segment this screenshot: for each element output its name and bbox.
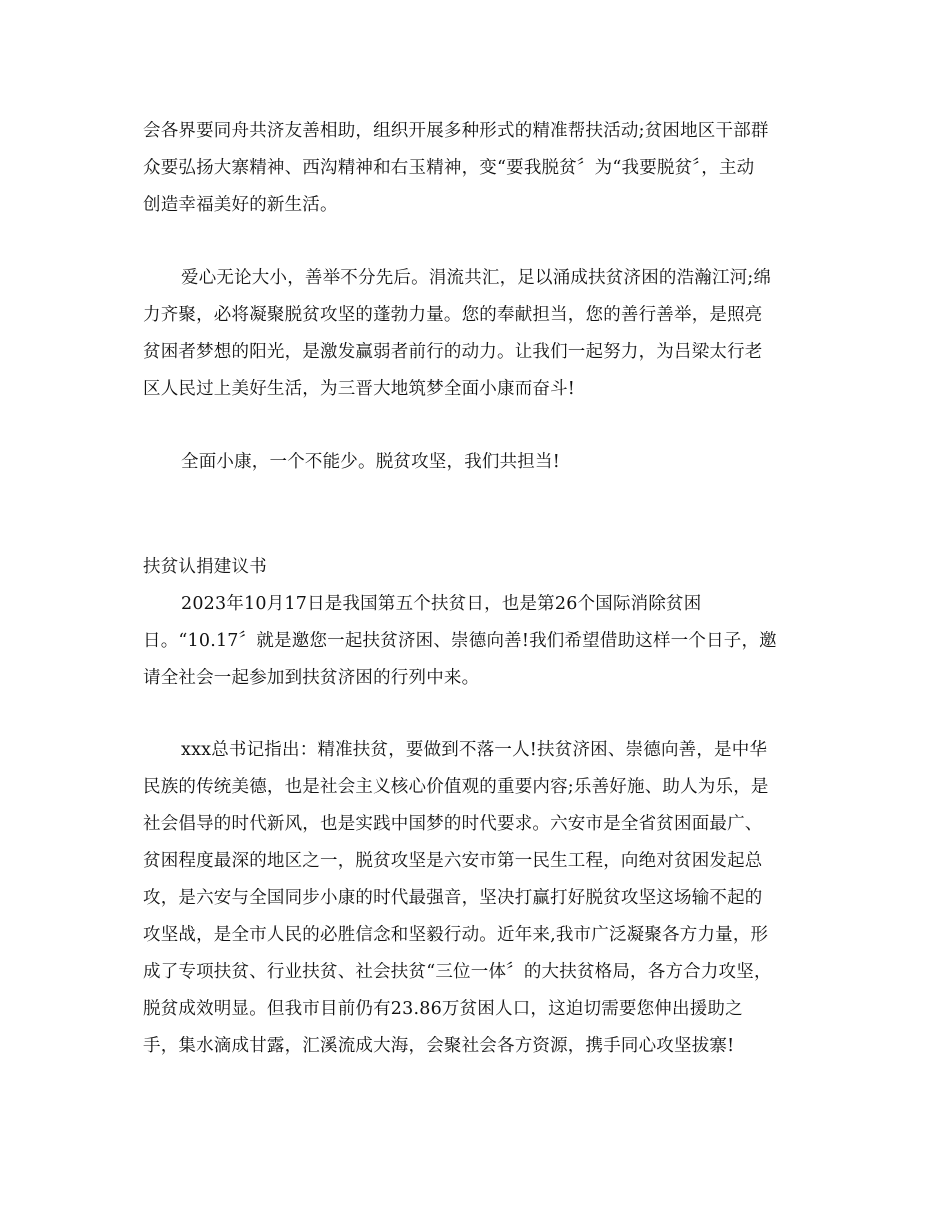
para1-line-3: 创造幸福美好的新生活。 — [143, 195, 338, 215]
para5-line-6: 攻坚战，是全市人民的必胜信念和坚毅行动。近年来,我市广泛凝聚各方力量，形 — [143, 925, 769, 945]
para2-line-3: 贫困者梦想的阳光，是激发赢弱者前行的动力。让我们一起努力，为吕梁太行老 — [143, 342, 763, 362]
para2-line-2: 力齐聚，必将凝聚脱贫攻坚的蓬勃力量。您的奉献担当，您的善行善举，是照亮 — [143, 305, 763, 325]
para5-line-4: 贫困程度最深的地区之一，脱贫攻坚是六安市第一民生工程，向绝对贫困发起总 — [143, 851, 763, 871]
para5-line-3: 社会倡导的时代新风，也是实践中国梦的时代要求。六安市是全省贫困面最广、 — [143, 814, 763, 834]
para4-line-2: 日。“10.17〞就是邀您一起扶贫济困、崇德向善!我们希望借助这样一个日子，邀 — [143, 631, 777, 651]
para2-line-4: 区人民过上美好生活，为三晋大地筑梦全面小康而奋斗! — [143, 379, 576, 399]
para5-line-1: xxx总书记指出：精准扶贫，要做到不落一人!扶贫济困、崇德向善，是中华 — [181, 740, 768, 760]
para4-line-3: 请全社会一起参加到扶贫济困的行列中来。 — [143, 668, 480, 688]
para1-line-1: 会各界要同舟共济友善相助，组织开展多种形式的精准帮扶活动;贫困地区干部群 — [143, 121, 769, 141]
para5-line-2: 民族的传统美德，也是社会主义核心价值观的重要内容;乐善好施、助人为乐，是 — [143, 777, 769, 797]
para5-line-9: 手，集水滴成甘露，汇溪流成大海，会聚社会各方资源，携手同心攻坚拔寨! — [143, 1036, 735, 1056]
para3-line-1: 全面小康，一个不能少。脱贫攻坚，我们共担当! — [181, 452, 560, 472]
para1-line-2: 众要弘扬大寨精神、西沟精神和右玉精神，变“要我脱贫〞为“我要脱贫〞，主动 — [143, 158, 755, 178]
para5-line-5: 攻，是六安与全国同步小康的时代最强音，坚决打赢打好脱贫攻坚这场输不起的 — [143, 888, 763, 908]
para5-line-8: 脱贫成效明显。但我市目前仍有23.86万贫困人口，这迫切需要您伸出援助之 — [143, 999, 743, 1019]
document-title: 扶贫认捐建议书 — [143, 557, 267, 577]
para4-line-1: 2023年10月17日是我国第五个扶贫日，也是第26个国际消除贫困 — [181, 594, 702, 614]
para2-line-1: 爱心无论大小，善举不分先后。涓流共汇，足以涌成扶贫济困的浩瀚江河;绵 — [181, 268, 772, 288]
para5-line-7: 成了专项扶贫、行业扶贫、社会扶贫“三位一体〞的大扶贫格局，各方合力攻坚， — [143, 962, 772, 982]
